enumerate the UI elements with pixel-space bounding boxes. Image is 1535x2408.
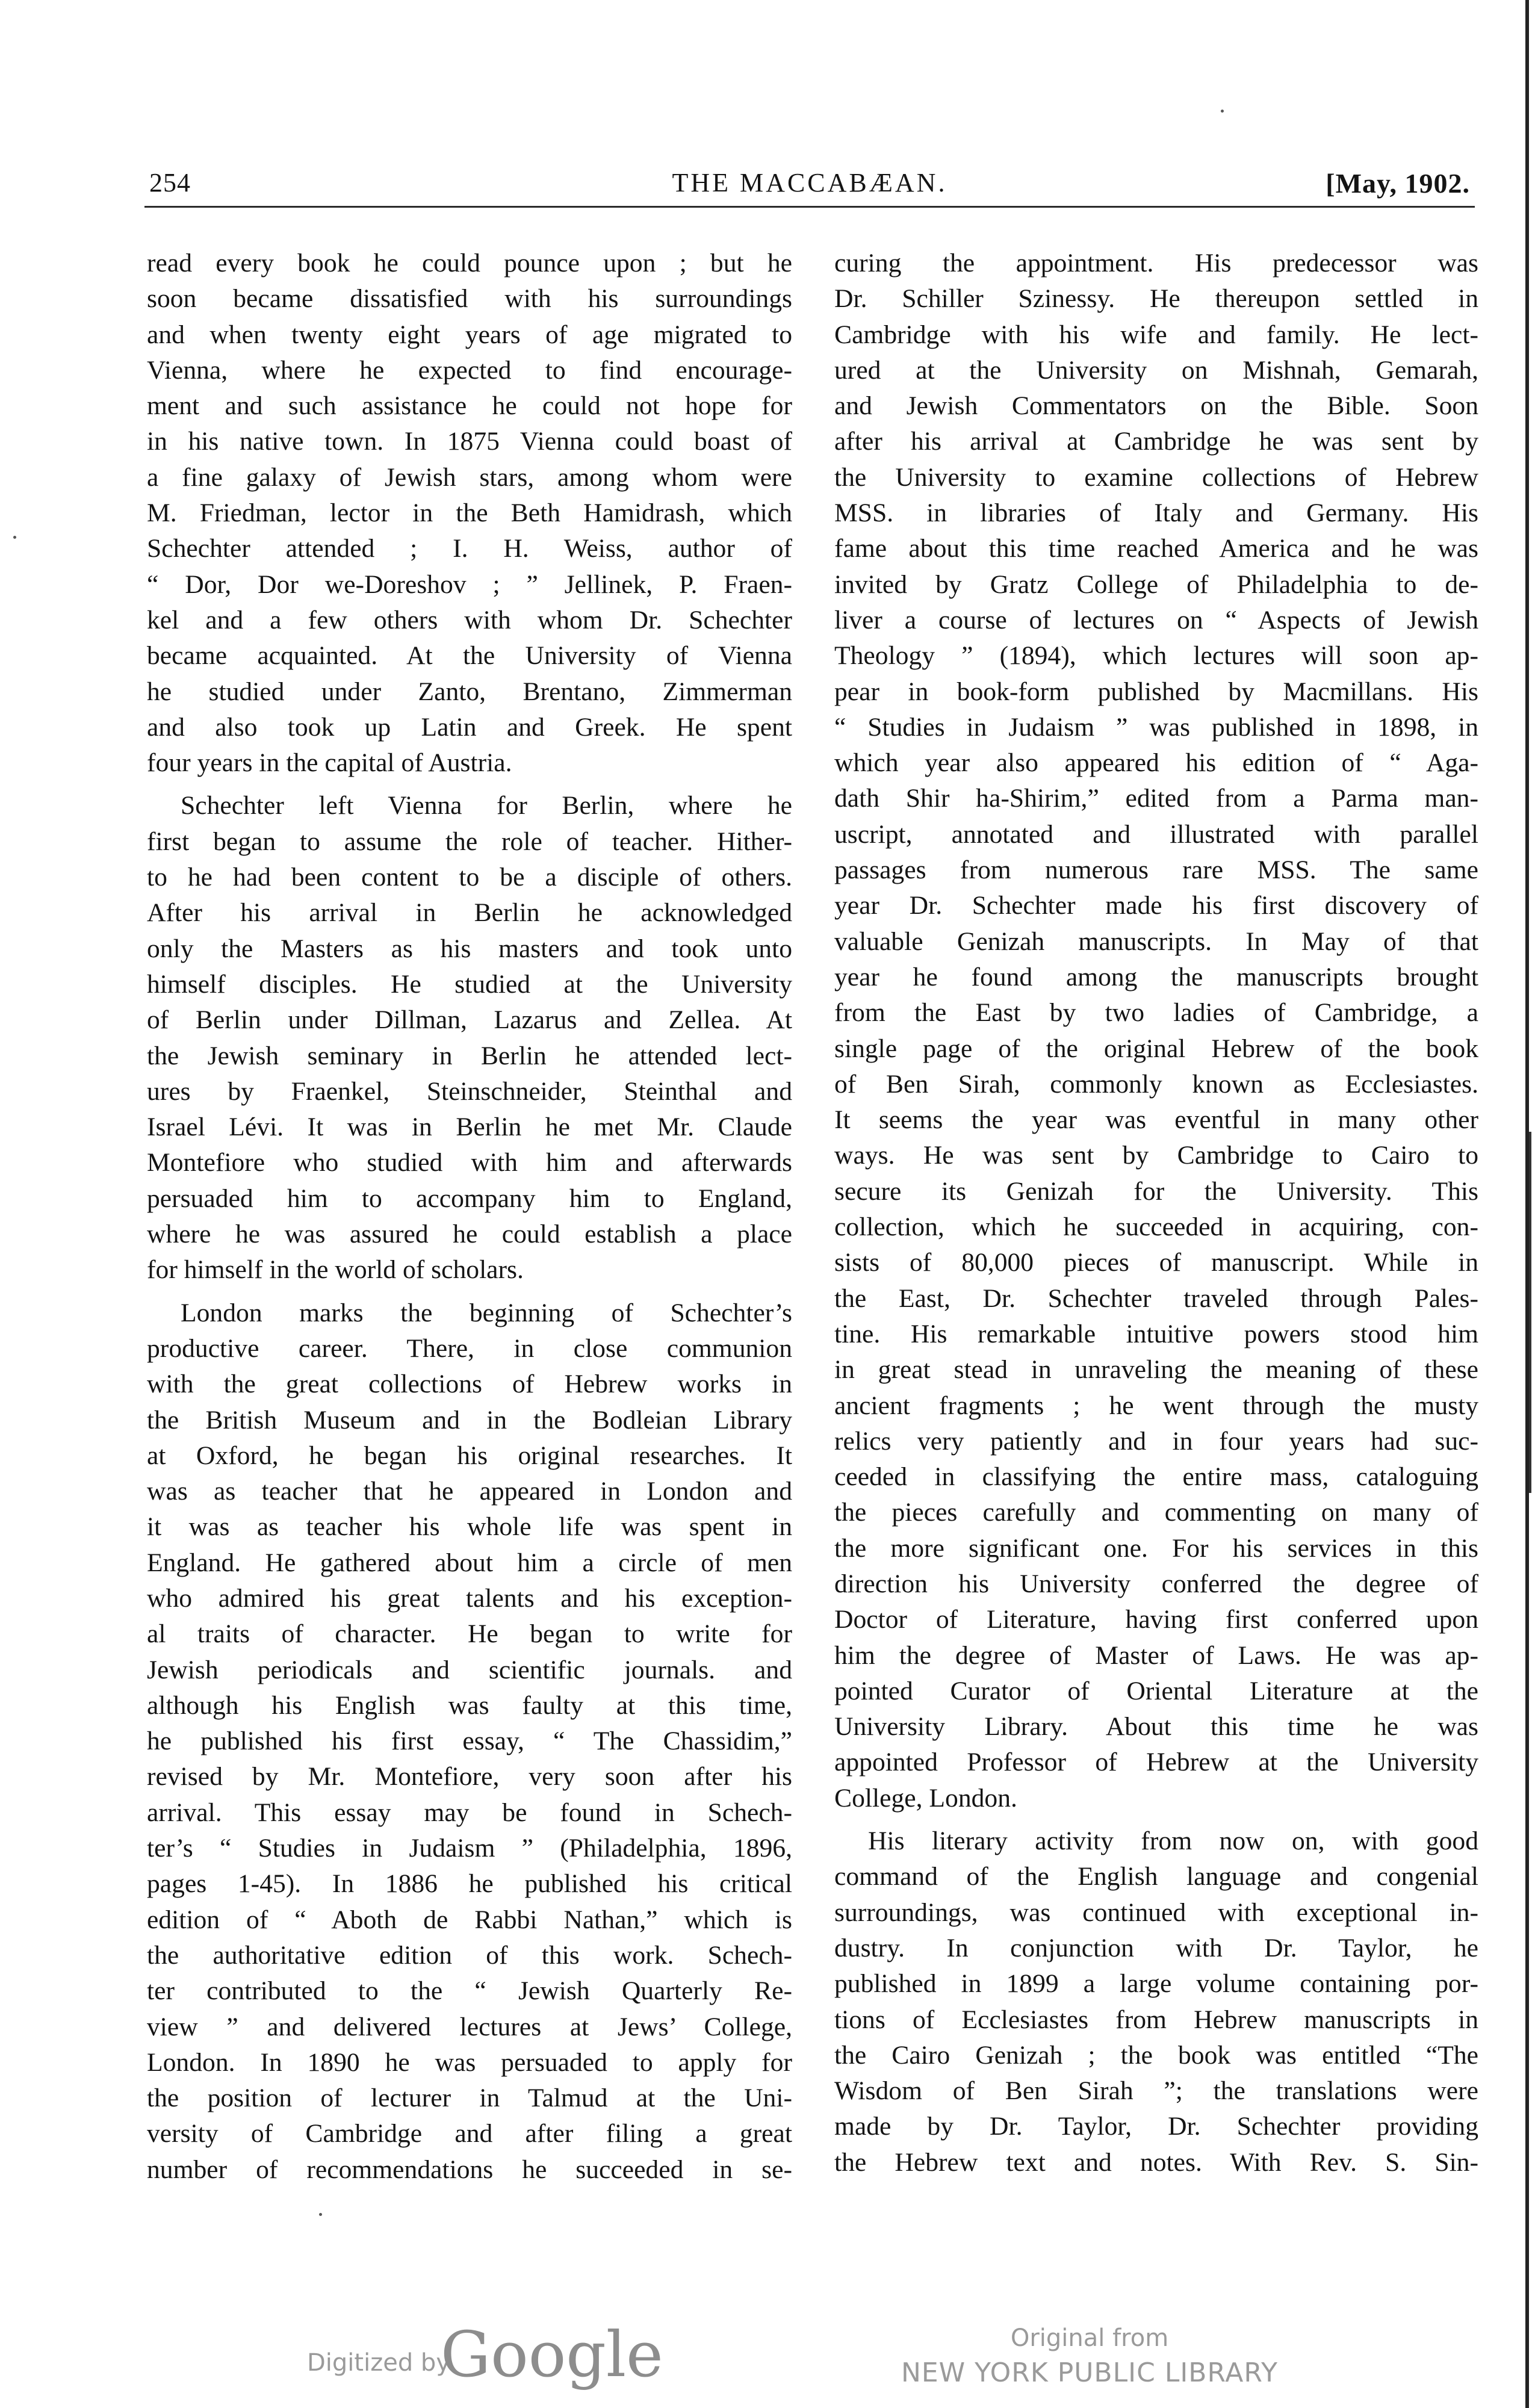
text-line: revised by Mr. Montefiore, very soon after his	[147, 1762, 792, 1792]
text-line: to he had been content to be a disciple of others.	[147, 863, 792, 892]
text-line: dath Shir ha-Shirim,” edited from a Parma man-	[834, 784, 1478, 813]
text-line: fame about this time reached America and he was	[834, 534, 1478, 563]
text-line: single page of the original Hebrew of the book	[834, 1034, 1478, 1063]
text-line: valuable Genizah manuscripts. In May of that	[834, 926, 1478, 956]
text-line: kel and a few others with whom Dr. Schechter	[147, 605, 792, 635]
text-line: M. Friedman, lector in the Beth Hamidrash, which	[147, 498, 792, 528]
text-line: the pieces carefully and commenting on many of	[834, 1498, 1478, 1527]
text-line: sists of 80,000 pieces of manuscript. While in	[834, 1248, 1478, 1277]
text-line: became acquainted. At the University of Vienna	[147, 641, 792, 671]
text-line: invited by Gratz College of Philadelphia to de-	[834, 569, 1478, 599]
paragraph	[147, 1296, 792, 2188]
library-attribution	[879, 2321, 1300, 2391]
text-line: appointed Professor of Hebrew at the University	[834, 1748, 1478, 1777]
page-edge-marks	[1529, 1132, 1535, 1493]
text-line: Vienna, where he expected to find encourage-	[147, 355, 792, 385]
text-line: ured at the University on Mishnah, Gemarah,	[834, 355, 1478, 385]
text-line: the authoritative edition of this work. Schech-	[147, 1940, 792, 1970]
text-line: the British Museum and in the Bodleian Library	[147, 1405, 792, 1435]
text-line: uscript, annotated and illustrated with parallel	[834, 819, 1478, 849]
text-line: of Berlin under Dillman, Lazarus and Zellea. At	[147, 1005, 792, 1035]
header-rule	[144, 206, 1475, 208]
text-line: After his arrival in Berlin he acknowledged	[147, 898, 792, 928]
text-line: first began to assume the role of teacher. Hither-	[147, 827, 792, 856]
text-line: and also took up Latin and Greek. He spent	[147, 712, 792, 742]
text-line: the University to examine collections of Hebrew	[834, 462, 1478, 492]
text-line: ways. He was sent by Cambridge to Cairo to	[834, 1141, 1478, 1170]
text-line: in his native town. In 1875 Vienna could boast of	[147, 427, 792, 456]
text-line: College, London.	[834, 1783, 1017, 1813]
text-line: liver a course of lectures on “ Aspects of Jewish	[834, 605, 1478, 635]
text-line: he studied under Zanto, Brentano, Zimmerman	[147, 677, 792, 706]
text-line: England. He gathered about him a circle of men	[147, 1548, 792, 1577]
text-line: he published his first essay, “ The Chassidim,”	[147, 1727, 792, 1756]
text-line: Jewish periodicals and scientific journals. and	[147, 1655, 792, 1684]
text-line: soon became dissatisfied with his surroundings	[147, 284, 792, 314]
library-name: NEW YORK PUBLIC LIBRARY	[901, 2357, 1279, 2388]
text-line: read every book he could pounce upon ; but he	[147, 249, 792, 278]
text-line: Schechter attended ; I. H. Weiss, author of	[147, 534, 792, 563]
text-line: after his arrival at Cambridge he was sent by	[834, 427, 1478, 456]
text-line: London marks the beginning of Schechter’s	[181, 1298, 792, 1327]
text-line: in great stead in unraveling the meaning of these	[834, 1355, 1478, 1385]
text-line: of Ben Sirah, commonly known as Ecclesiastes.	[834, 1069, 1478, 1099]
text-line: was as teacher that he appeared in London and	[147, 1477, 792, 1506]
text-line: curing the appointment. His predecessor was	[834, 249, 1478, 278]
text-line: Doctor of Literature, having first conferred upon	[834, 1605, 1478, 1634]
text-line: arrival. This essay may be found in Schech-	[147, 1798, 792, 1827]
text-line: view ” and delivered lectures at Jews’ College,	[147, 2012, 792, 2041]
paragraph	[147, 788, 792, 1288]
page-number: 254	[149, 168, 191, 197]
text-line: the more significant one. For his services in this	[834, 1533, 1478, 1563]
text-line: “ Dor, Dor we-Doreshov ; ” Jellinek, P. Fraen-	[147, 569, 792, 599]
text-line: number of recommendations he succeeded in se-	[147, 2155, 792, 2184]
text-line: ter’s “ Studies in Judaism ” (Philadelphia, 1896,	[147, 1834, 792, 1863]
text-line: and Jewish Commentators on the Bible. Soon	[834, 391, 1478, 421]
text-line: four years in the capital of Austria.	[147, 748, 512, 778]
text-line: London. In 1890 he was persuaded to apply for	[147, 2047, 792, 2077]
text-line: al traits of character. He began to write for	[147, 1619, 792, 1649]
text-line: who admired his great talents and his exception-	[147, 1583, 792, 1613]
text-line: year Dr. Schechter made his first discovery of	[834, 891, 1478, 920]
text-line: Schechter left Vienna for Berlin, where he	[181, 791, 792, 821]
text-line: persuaded him to accompany him to England,	[147, 1184, 792, 1213]
text-line: ancient fragments ; he went through the musty	[834, 1391, 1478, 1420]
journal-title: THE MACCABÆAN.	[672, 168, 947, 197]
text-line: command of the English language and congenial	[834, 1862, 1478, 1891]
text-line: surroundings, was continued with exceptional in-	[834, 1898, 1478, 1927]
text-line: year he found among the manuscripts brought	[834, 962, 1478, 991]
text-line: ceeded in classifying the entire mass, cataloguing	[834, 1462, 1478, 1492]
text-line: the East, Dr. Schechter traveled through Pales-	[834, 1283, 1478, 1313]
text-line: relics very patiently and in four years had suc-	[834, 1426, 1478, 1456]
digitized-by-text: Digitized by	[307, 2349, 450, 2377]
google-logo: Google	[441, 2318, 663, 2391]
text-line: MSS. in libraries of Italy and Germany. His	[834, 498, 1478, 528]
text-line: a fine galaxy of Jewish stars, among whom were	[147, 462, 792, 492]
text-line: ter contributed to the “ Jewish Quarterly Re-	[147, 1976, 792, 2006]
text-line: only the Masters as his masters and took unto	[147, 934, 792, 963]
text-line: for himself in the world of scholars.	[147, 1255, 524, 1285]
paragraph	[834, 1823, 1478, 2180]
text-line: direction his University conferred the degree of	[834, 1569, 1478, 1598]
text-line: dustry. In conjunction with Dr. Taylor, he	[834, 1933, 1478, 1963]
text-line: Montefiore who studied with him and afterwards	[147, 1148, 792, 1178]
text-line: tions of Ecclesiastes from Hebrew manuscripts in	[834, 2005, 1478, 2034]
text-line: the Jewish seminary in Berlin he attended lect-	[147, 1041, 792, 1070]
text-line: “ Studies in Judaism ” was published in 1898, in	[834, 712, 1478, 742]
text-line: Israel Lévi. It was in Berlin he met Mr. Claude	[147, 1112, 792, 1142]
text-line: the Cairo Genizah ; the book was entitled “The	[834, 2040, 1478, 2070]
text-line: pear in book-form published by Macmillans. His	[834, 677, 1478, 706]
text-line: and when twenty eight years of age migrated to	[147, 320, 792, 349]
text-line: productive career. There, in close communion	[147, 1333, 792, 1363]
text-line: collection, which he succeeded in acquiring, con-	[834, 1212, 1478, 1242]
left-column	[147, 246, 792, 2195]
text-line: tine. His remarkable intuitive powers stood him	[834, 1319, 1478, 1348]
right-column	[834, 246, 1478, 2188]
text-line: pointed Curator of Oriental Literature at the	[834, 1676, 1478, 1705]
text-line: which year also appeared his edition of “ Aga-	[834, 748, 1478, 778]
text-line: with the great collections of Hebrew works in	[147, 1370, 792, 1399]
text-line: from the East by two ladies of Cambridge, a	[834, 998, 1478, 1028]
text-line: Theology ” (1894), which lectures will soon ap-	[834, 641, 1478, 671]
text-line: secure its Genizah for the University. This	[834, 1176, 1478, 1206]
original-from-text: Original from	[1010, 2324, 1169, 2352]
scan-speck	[319, 2213, 322, 2216]
text-line: ures by Fraenkel, Steinschneider, Steinthal and	[147, 1076, 792, 1106]
text-line: at Oxford, he began his original researches. It	[147, 1441, 792, 1470]
text-line: where he was assured he could establish a place	[147, 1220, 792, 1249]
text-line: Wisdom of Ben Sirah ”; the translations were	[834, 2076, 1478, 2106]
text-line: the position of lecturer in Talmud at the Uni-	[147, 2084, 792, 2113]
text-line: him the degree of Master of Laws. He was ap-	[834, 1640, 1478, 1670]
text-line: Dr. Schiller Szinessy. He thereupon settled in	[834, 284, 1478, 314]
text-line: His literary activity from now on, with good	[868, 1826, 1478, 1856]
text-line: himself disciples. He studied at the University	[147, 969, 792, 999]
text-line: ment and such assistance he could not hope for	[147, 391, 792, 421]
paragraph	[147, 246, 792, 781]
text-line: the Hebrew text and notes. With Rev. S. Sin-	[834, 2147, 1478, 2177]
text-line: edition of “ Aboth de Rabbi Nathan,” which is	[147, 1905, 792, 1934]
scan-speck	[1221, 110, 1224, 113]
text-line: It seems the year was eventful in many other	[834, 1105, 1478, 1135]
scan-speck	[13, 536, 16, 539]
paragraph	[834, 246, 1478, 1816]
text-line: it was as teacher his whole life was spent in	[147, 1512, 792, 1542]
text-line: versity of Cambridge and after filing a great	[147, 2119, 792, 2149]
running-header	[144, 164, 1475, 212]
text-line: although his English was faulty at this time,	[147, 1690, 792, 1720]
text-line: Cambridge with his wife and family. He lect-	[834, 320, 1478, 349]
text-line: made by Dr. Taylor, Dr. Schechter providing	[834, 2112, 1478, 2141]
text-line: published in 1899 a large volume containing por-	[834, 1969, 1478, 1999]
text-line: passages from numerous rare MSS. The same	[834, 855, 1478, 885]
issue-date: [May, 1902.	[1326, 168, 1470, 199]
text-line: pages 1-45). In 1886 he published his critical	[147, 1869, 792, 1899]
text-line: University Library. About this time he was	[834, 1712, 1478, 1742]
